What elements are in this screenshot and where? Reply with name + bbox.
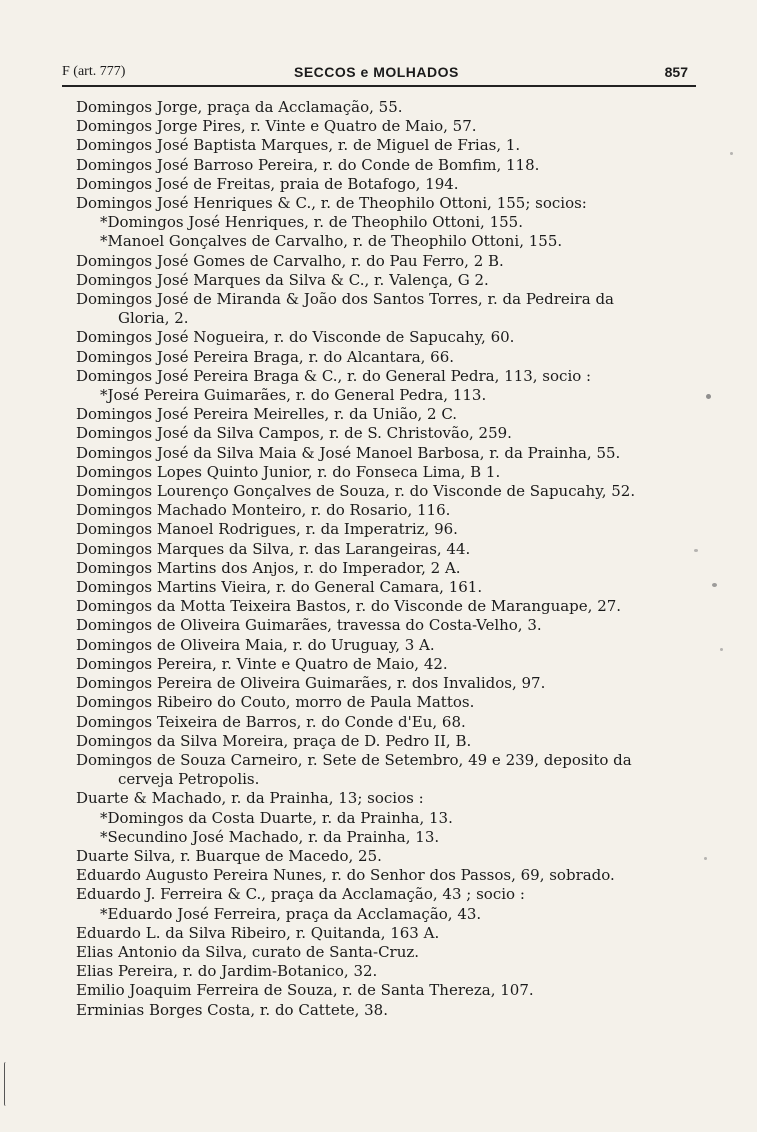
- partner-entry: *Domingos da Costa Duarte, r. da Prainha, 13.: [100, 808, 453, 827]
- directory-entry: Elias Pereira, r. do Jardim-Botanico, 32.: [76, 962, 378, 981]
- scan-speck: [706, 394, 711, 399]
- directory-entry: Domingos Martins dos Anjos, r. do Imperador, 2 A.: [76, 558, 461, 577]
- directory-entry: Domingos Jorge, praça da Acclamação, 55.: [76, 98, 403, 116]
- directory-entry: Domingos de Oliveira Maia, r. do Uruguay, 3 A.: [76, 635, 435, 654]
- entry-list: [76, 98, 698, 1020]
- directory-entry: Domingos José Henriques & C., r. de Theophilo Ottoni, 155; socios:: [76, 194, 587, 213]
- directory-entry: Eduardo J. Ferreira & C., praça da Acclamação, 43 ; socio :: [76, 885, 525, 904]
- directory-entry: Domingos Marques da Silva, r. das Larangeiras, 44.: [76, 539, 471, 558]
- header-title: SECCOS e MOLHADOS: [294, 64, 459, 80]
- header-section-mark: F (art. 777): [62, 64, 126, 79]
- directory-entry: Elias Antonio da Silva, curato de Santa-Cruz.: [76, 942, 420, 961]
- directory-entry: Domingos José Pereira Meirelles, r. da União, 2 C.: [76, 405, 458, 424]
- directory-entry: Eduardo Augusto Pereira Nunes, r. do Senhor dos Passos, 69, sobrado.: [76, 866, 615, 885]
- scan-speck: [730, 152, 733, 155]
- directory-entry: Domingos Manoel Rodrigues, r. da Imperatriz, 96.: [76, 520, 458, 539]
- partner-entry: *Manoel Gonçalves de Carvalho, r. de Theophilo Ottoni, 155.: [100, 232, 563, 251]
- directory-entry: Domingos José Nogueira, r. do Visconde de Sapucahy, 60.: [76, 328, 515, 347]
- partner-entry: *Secundino José Machado, r. da Prainha, 13.: [100, 827, 440, 846]
- page-number: 857: [664, 64, 688, 80]
- directory-entry: Domingos José de Miranda & João dos Santos Torres, r. da Pedreira da: [76, 290, 614, 309]
- margin-mark: [4, 1062, 8, 1106]
- directory-entry: Domingos Lopes Quinto Junior, r. do Fonseca Lima, B 1.: [76, 462, 501, 481]
- directory-entry: Domingos José da Silva Campos, r. de S. Christovão, 259.: [76, 424, 512, 443]
- directory-entry: Domingos José de Freitas, praia de Botafogo, 194.: [76, 174, 459, 193]
- directory-entry: Duarte Silva, r. Buarque de Macedo, 25.: [76, 846, 382, 865]
- directory-entry: Domingos José Barroso Pereira, r. do Conde de Bomfim, 118.: [76, 155, 540, 174]
- directory-entry: Emilio Joaquim Ferreira de Souza, r. de Santa Thereza, 107.: [76, 981, 534, 1000]
- scan-speck: [720, 648, 723, 651]
- partner-entry: *Domingos José Henriques, r. de Theophilo Ottoni, 155.: [100, 213, 523, 232]
- directory-entry: Domingos José Gomes de Carvalho, r. do Pau Ferro, 2 B.: [76, 251, 504, 270]
- header-rule: [62, 85, 696, 87]
- partner-entry: *Eduardo José Ferreira, praça da Acclamação, 43.: [100, 904, 482, 923]
- directory-entry: Domingos José Marques da Silva & C., r. Valença, G 2.: [76, 270, 489, 289]
- directory-entry: Eduardo L. da Silva Ribeiro, r. Quitanda, 163 A.: [76, 923, 440, 942]
- entry-continuation: cerveja Petropolis.: [118, 770, 260, 789]
- directory-entry: Domingos de Oliveira Guimarães, travessa do Costa-Velho, 3.: [76, 616, 542, 635]
- directory-entry: Domingos Martins Vieira, r. do General Camara, 161.: [76, 578, 483, 597]
- directory-entry: Domingos Pereira de Oliveira Guimarães, r. dos Invalidos, 97.: [76, 674, 546, 693]
- directory-entry: Domingos José Baptista Marques, r. de Miguel de Frias, 1.: [76, 136, 521, 155]
- directory-entry: Domingos da Motta Teixeira Bastos, r. do Visconde de Maranguape, 27.: [76, 597, 622, 616]
- scan-speck: [704, 857, 707, 860]
- directory-entry: Domingos Lourenço Gonçalves de Souza, r. do Visconde de Sapucahy, 52.: [76, 482, 636, 501]
- directory-entry: Domingos Pereira, r. Vinte e Quatro de Maio, 42.: [76, 654, 448, 673]
- directory-entry: Domingos de Souza Carneiro, r. Sete de Setembro, 49 e 239, deposito da: [76, 750, 632, 769]
- directory-entry: Domingos da Silva Moreira, praça de D. Pedro II, B.: [76, 731, 472, 750]
- scan-speck: [694, 549, 698, 552]
- directory-entry: Domingos Ribeiro do Couto, morro de Paula Mattos.: [76, 693, 475, 712]
- partner-entry: *José Pereira Guimarães, r. do General Pedra, 113.: [100, 386, 487, 405]
- entry-continuation: Gloria, 2.: [118, 309, 189, 328]
- directory-entry: Domingos José da Silva Maia & José Manoel Barbosa, r. da Prainha, 55.: [76, 443, 621, 462]
- directory-entry: Duarte & Machado, r. da Prainha, 13; socios :: [76, 789, 424, 808]
- scan-speck: [712, 583, 717, 587]
- directory-entry: Domingos Teixeira de Barros, r. do Conde d'Eu, 68.: [76, 712, 466, 731]
- directory-entry: Domingos Machado Monteiro, r. do Rosario, 116.: [76, 501, 451, 520]
- page-header: [62, 61, 696, 83]
- directory-entry: Domingos José Pereira Braga & C., r. do General Pedra, 113, socio :: [76, 366, 592, 385]
- directory-entry: Erminias Borges Costa, r. do Cattete, 38.: [76, 1000, 388, 1019]
- directory-entry: Domingos Jorge Pires, r. Vinte e Quatro de Maio, 57.: [76, 117, 477, 136]
- directory-entry: Domingos José Pereira Braga, r. do Alcantara, 66.: [76, 347, 455, 366]
